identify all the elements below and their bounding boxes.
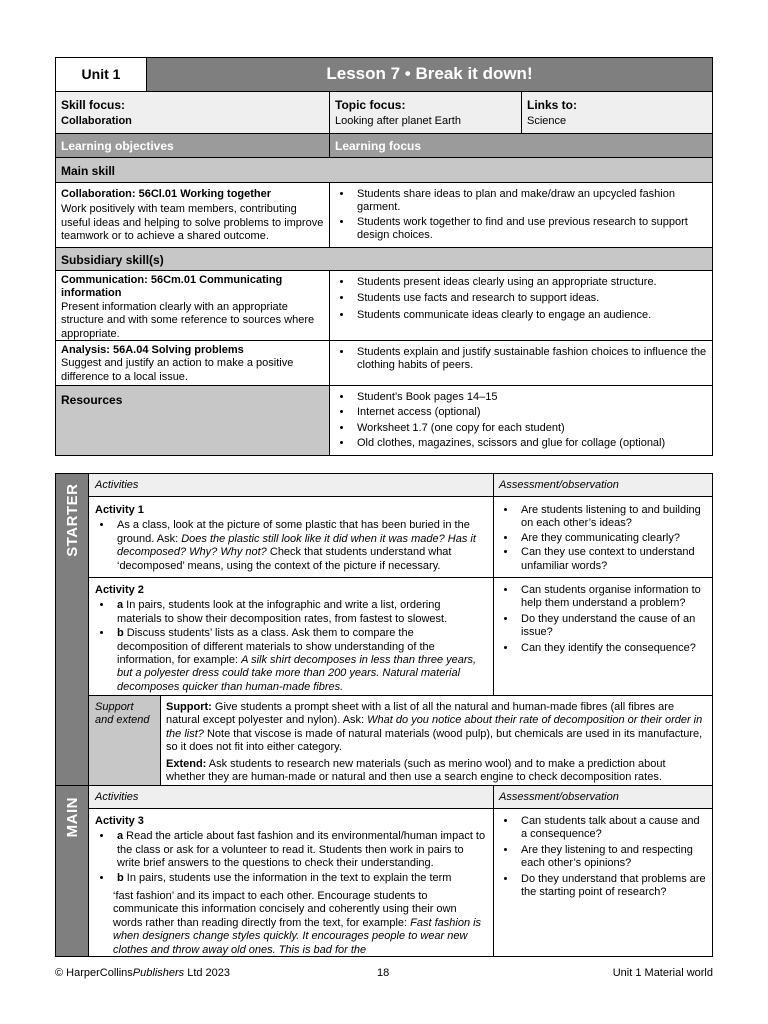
learning-objectives-label: Learning objectives — [61, 139, 174, 153]
links-to-value: Science — [527, 114, 567, 127]
focus-item: • Students use facts and research to support ideas. — [353, 292, 707, 305]
main-activities-header — [88, 785, 494, 809]
resources-label-cell — [55, 385, 330, 456]
subsidiary-skill-row — [55, 247, 713, 271]
starter-assessment-header — [493, 473, 713, 497]
assessment-item: • Can students organise information to help them understand a problem? — [517, 584, 707, 611]
skill-focus-value: Collaboration — [61, 114, 132, 127]
footer-copyright: © HarperCollinsPublishers Ltd 2023 — [55, 967, 231, 979]
assessment-item: • Can they use context to understand unfamiliar words? — [517, 546, 707, 573]
topic-focus-cell — [329, 91, 522, 134]
topic-focus-value: Looking after planet Earth — [335, 114, 461, 127]
communication-focus — [329, 270, 713, 341]
assessment-item: • Are they communicating clearly? — [517, 532, 707, 545]
assessment-label: Assessment/observation — [499, 479, 619, 491]
footer-unit-title: Unit 1 Material world — [612, 967, 713, 979]
learning-focus-label: Learning focus — [335, 139, 422, 153]
analysis-desc: Suggest and justify an action to make a positive difference to a local issue. — [61, 357, 294, 383]
communication-objective — [55, 270, 330, 341]
activities-label: Activities — [95, 791, 139, 803]
main-skill-row — [55, 157, 713, 183]
assessment-item: • Do they understand that problems are the starting point of research? — [517, 873, 707, 900]
activity-3-title: Activity 3 — [95, 815, 144, 827]
collaboration-focus — [329, 182, 713, 248]
resource-item: • Student’s Book pages 14–15 — [353, 391, 707, 404]
links-to-cell — [521, 91, 713, 134]
subsidiary-skill-label: Subsidiary skill(s) — [61, 253, 164, 267]
skill-focus-cell — [55, 91, 330, 134]
activity-1-text: • As a class, look at the picture of some plastic that has been buried in the ground. Ask: Does the plastic still look like it did when it was made? Has it decomposed? Why? Why not? Check that students understand what ‘decomposed’ means, using the context of the picture if necessary. — [113, 519, 487, 573]
assessment-label: Assessment/observation — [499, 791, 619, 803]
resources-list-cell — [329, 385, 713, 456]
activity-1-assessment — [493, 496, 713, 578]
lesson-title-bar — [146, 57, 713, 92]
focus-item: • Students work together to find and use previous research to support design choices. — [353, 216, 707, 243]
activity-2-part-b: • b Discuss students’ lists as a class. Ask them to compare the decomposition of different materials to show understanding of the information, for example: A silk shirt decomposes in less than three years, but a polyester dress could take more than 200 years. Natural material decomposes quicker than human-made fibres. — [113, 627, 487, 694]
focus-item: • Students communicate ideas clearly to engage an audience. — [353, 309, 707, 322]
activity-3 — [88, 808, 494, 957]
learning-focus-header — [329, 133, 713, 158]
activity-1 — [88, 496, 494, 578]
resource-item: • Internet access (optional) — [353, 406, 707, 419]
support-extend-content — [160, 695, 713, 786]
collaboration-desc: Work positively with team members, contributing useful ideas and helping to solve problems to improve teamwork or to achieve a shared outcome. — [61, 203, 324, 243]
activity-1-title: Activity 1 — [95, 504, 144, 516]
starter-label: STARTER — [63, 483, 81, 557]
focus-item: • Students present ideas clearly using an appropriate structure. — [353, 276, 707, 289]
footer-page-number: 18 — [377, 967, 390, 979]
resource-item: • Old clothes, magazines, scissors and glue for collage (optional) — [353, 437, 707, 450]
activity-2-part-a: • a In pairs, students look at the infographic and write a list, ordering materials to show their decomposition rates, from fastest to slowest. — [113, 599, 487, 626]
assessment-item: • Are they listening to and respecting each other’s opinions? — [517, 844, 707, 871]
communication-title: Communication: 56Cm.01 Communicating information — [61, 274, 283, 300]
activity-3-part-a: • a Read the article about fast fashion and its environmental/human impact to the class or ask for a volunteer to read it. Students then work in pairs to write brief answers to the questions to check their understanding. — [113, 830, 487, 870]
communication-desc: Present information clearly with an appropriate structure and with some reference to sources where appropriate. — [61, 300, 315, 340]
unit-label — [55, 57, 147, 92]
lesson-title: Lesson 7 • Break it down! — [326, 64, 533, 84]
activity-3-assessment — [493, 808, 713, 957]
topic-focus-label: Topic focus: — [335, 98, 406, 112]
main-assessment-header — [493, 785, 713, 809]
activity-3-part-b: • b In pairs, students use the information in the text to explain the term — [113, 872, 487, 885]
starter-sidebar — [55, 473, 89, 786]
assessment-item: • Can they identify the consequence? — [517, 642, 707, 655]
activity-2-title: Activity 2 — [95, 584, 144, 596]
resource-item: • Worksheet 1.7 (one copy for each student) — [353, 422, 707, 435]
activity-3-continuation: ‘fast fashion’ and its impact to each other. Encourage students to communicate this information concisely and coherently using their own words rather than reading directly from the text, for example: Fast fashion is when designers change styles quickly. It encourages people to wear new clothes and throw away old ones. This is bad for the — [113, 890, 482, 956]
main-skill-label: Main skill — [61, 164, 116, 178]
main-sidebar — [55, 785, 89, 957]
main-label: MAIN — [63, 796, 81, 838]
activity-2 — [88, 577, 494, 696]
assessment-item: • Are students listening to and building on each other’s ideas? — [517, 504, 707, 531]
support-text: Support: Give students a prompt sheet with a list of all the natural and human-made fibres (all fibres are natural except polyester and nylon). Ask: What do you notice about their rate of decomposition or their order in the list? Note that viscose is made of natural materials (wood pulp), but chemicals are used in its manufacture, so it does not fit into either category. — [166, 701, 703, 754]
collaboration-objective — [55, 182, 330, 248]
assessment-item: • Do they understand the cause of an issue? — [517, 613, 707, 640]
assessment-item: • Can students talk about a cause and a consequence? — [517, 815, 707, 842]
skill-focus-label: Skill focus: — [61, 98, 126, 112]
support-extend-label: Support and extend — [95, 701, 150, 727]
focus-item: • Students share ideas to plan and make/draw an upcycled fashion garment. — [353, 188, 707, 215]
collaboration-title: Collaboration: 56Cl.01 Working together — [61, 188, 272, 200]
starter-activities-header — [88, 473, 494, 497]
links-to-label: Links to: — [527, 98, 577, 112]
activity-2-assessment — [493, 577, 713, 696]
analysis-objective — [55, 340, 330, 386]
support-extend-label-cell — [88, 695, 161, 786]
focus-item: • Students explain and justify sustainable fashion choices to influence the clothing habits of peers. — [353, 346, 707, 373]
resources-label: Resources — [61, 393, 123, 407]
extend-text: Extend: Ask students to research new materials (such as merino wool) and to make a prediction about whether they are human-made or natural and then use a search engine to check decomposition rates. — [166, 757, 666, 784]
analysis-focus — [329, 340, 713, 386]
activities-label: Activities — [95, 479, 139, 491]
analysis-title: Analysis: 56A.04 Solving problems — [61, 344, 244, 356]
learning-objectives-header — [55, 133, 330, 158]
unit-text: Unit 1 — [81, 65, 121, 82]
